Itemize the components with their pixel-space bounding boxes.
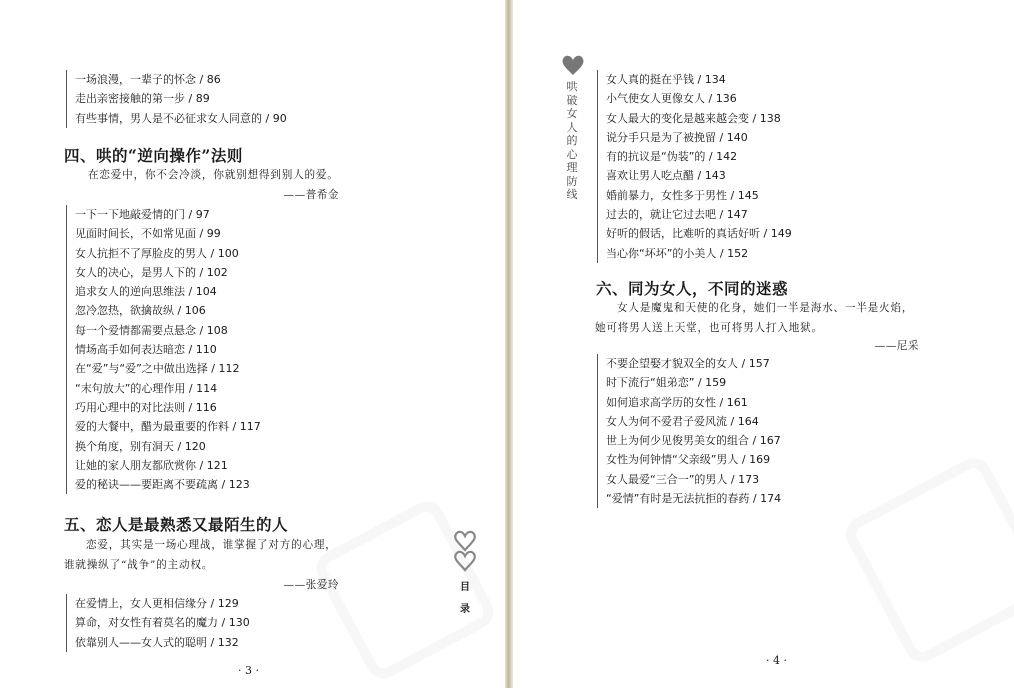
contents-char: 目 bbox=[460, 582, 470, 593]
toc-entry[interactable]: 好听的假话，比难听的真话好听 / 149 bbox=[606, 227, 792, 241]
toc-entry[interactable]: 走出亲密接触的第一步 / 89 bbox=[75, 92, 210, 106]
toc-entry[interactable]: 女性为何钟情“父亲级”男人 / 169 bbox=[606, 453, 771, 467]
quote-author: ——尼采 bbox=[874, 340, 919, 352]
quote-author: ——张爱玲 bbox=[283, 579, 339, 591]
toc-entry[interactable]: 不要企望娶才貌双全的女人 / 157 bbox=[606, 357, 770, 370]
toc-entry[interactable]: 追求女人的逆向思维法 / 104 bbox=[75, 285, 217, 299]
toc-entry[interactable]: 在“爱”与“爱”之中做出选择 / 112 bbox=[75, 362, 240, 376]
toc-entry[interactable]: 女人真的挺在乎钱 / 134 bbox=[606, 73, 726, 86]
toc-entry[interactable]: 有的抗议是“伪装”的 / 142 bbox=[606, 150, 738, 164]
contents-char: 录 bbox=[460, 604, 470, 615]
toc-entry[interactable]: 在爱情上，女人更相信缘分 / 129 bbox=[75, 597, 239, 610]
book-spine bbox=[505, 0, 513, 688]
toc-list-top-right bbox=[597, 70, 792, 263]
section-quote bbox=[64, 535, 337, 575]
toc-list-section-6 bbox=[597, 354, 781, 508]
book-logo-heart-icon bbox=[560, 54, 586, 76]
toc-entry[interactable]: “末句放大”的心理作用 / 114 bbox=[75, 381, 218, 395]
toc-entry[interactable]: 女人的决心，是男人下的 / 102 bbox=[75, 265, 228, 279]
section-quote: 在恋爱中，你不会冷淡，你就别想得到别人的爱。 bbox=[88, 169, 339, 181]
toc-entry[interactable]: 女人为何不爱君子爱风流 / 164 bbox=[606, 414, 759, 428]
toc-entry[interactable]: 一场浪漫，一辈子的怀念 / 86 bbox=[75, 73, 221, 86]
book-title-vertical: 哄破女人的心理防线 bbox=[566, 80, 578, 201]
toc-entry[interactable]: 有些事情，男人是不必征求女人同意的 / 90 bbox=[75, 111, 287, 125]
toc-entry[interactable]: 巧用心理中的对比法则 / 116 bbox=[75, 400, 217, 414]
quote-line: 她可将男人送上天堂，也可将男人打入地狱。 bbox=[595, 322, 823, 334]
toc-entry[interactable]: 婚前暴力，女性多于男性 / 145 bbox=[606, 188, 759, 202]
toc-entry[interactable]: “爱情”有时是无法抗拒的春药 / 174 bbox=[606, 492, 782, 506]
toc-entry[interactable]: 女人最爱“三合一”的男人 / 173 bbox=[606, 472, 760, 486]
toc-list-section-5 bbox=[66, 594, 250, 652]
toc-entry[interactable]: 时下流行“姐弟恋” / 159 bbox=[606, 376, 727, 390]
toc-entry[interactable]: 算命，对女性有着莫名的魔力 / 130 bbox=[75, 616, 250, 630]
toc-entry[interactable]: 如何追求高学历的女性 / 161 bbox=[606, 395, 748, 409]
page-number: · 3 · bbox=[238, 664, 259, 677]
watermark bbox=[840, 452, 1014, 668]
toc-entry[interactable]: 每一个爱情都需要点悬念 / 108 bbox=[75, 323, 228, 337]
toc-entry[interactable]: 换个角度，别有洞天 / 120 bbox=[75, 439, 206, 453]
toc-entry[interactable]: 世上为何少见俊男美女的组合 / 167 bbox=[606, 434, 781, 448]
toc-entry[interactable]: 当心你“坏坏”的小美人 / 152 bbox=[606, 246, 749, 260]
section-quote bbox=[595, 298, 913, 338]
toc-entry[interactable]: 依靠别人——女人式的聪明 / 132 bbox=[75, 635, 239, 649]
toc-entry[interactable]: 爱的大餐中，醋为最重要的作料 / 117 bbox=[75, 420, 261, 434]
toc-entry[interactable]: 情场高手如何表达暗恋 / 110 bbox=[75, 343, 217, 357]
quote-line: 恋爱，其实是一场心理战，谁掌握了对方的心理， bbox=[86, 539, 337, 551]
toc-entry[interactable]: 让她的家人朋友都欣赏你 / 121 bbox=[75, 458, 228, 472]
toc-entry[interactable]: 小气使女人更像女人 / 136 bbox=[606, 92, 737, 106]
toc-list-top-left bbox=[66, 70, 287, 128]
section-title: 五、恋人是最熟悉又最陌生的人 bbox=[64, 515, 289, 534]
section-title: 四、哄的“逆向操作”法则 bbox=[64, 146, 243, 165]
toc-entry[interactable]: 过去的，就让它过去吧 / 147 bbox=[606, 208, 748, 222]
toc-entry[interactable]: 见面时间长，不如常见面 / 99 bbox=[75, 227, 221, 241]
toc-entry[interactable]: 爱的秘诀——要距离不要疏离 / 123 bbox=[75, 478, 250, 492]
quote-line: 女人是魔鬼和天使的化身，她们一半是海水、一半是火焰， bbox=[617, 302, 914, 314]
right-page bbox=[513, 0, 1014, 688]
section-title: 六、同为女人，不同的迷惑 bbox=[596, 279, 789, 298]
quote-line: 谁就操纵了“战争”的主动权。 bbox=[64, 559, 214, 571]
left-page bbox=[0, 0, 505, 688]
contents-label bbox=[458, 578, 472, 615]
toc-entry[interactable]: 一下一下地敲爱情的门 / 97 bbox=[75, 208, 210, 221]
toc-entry[interactable]: 说分手只是为了被挽留 / 140 bbox=[606, 130, 748, 144]
page-number: · 4 · bbox=[766, 654, 787, 667]
quote-author: ——普希金 bbox=[283, 189, 339, 201]
toc-entry[interactable]: 女人抗拒不了厚脸皮的男人 / 100 bbox=[75, 246, 239, 260]
double-heart-icon bbox=[450, 530, 480, 572]
toc-list-section-4 bbox=[66, 205, 261, 494]
toc-entry[interactable]: 女人最大的变化是越来越会变 / 138 bbox=[606, 111, 781, 125]
toc-entry[interactable]: 忽冷忽热，欲擒故纵 / 106 bbox=[75, 304, 206, 318]
toc-entry[interactable]: 喜欢让男人吃点醋 / 143 bbox=[606, 169, 726, 183]
